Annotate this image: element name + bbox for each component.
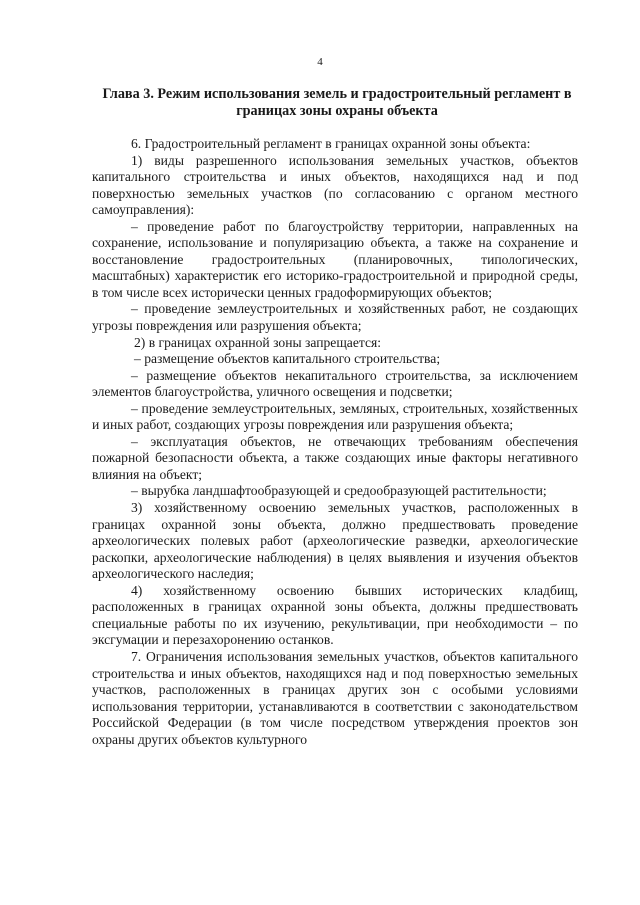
body-text: [92, 136, 578, 748]
paragraph-7: 7. Ограничения использования земельных участков, объектов капитального строительства и иных объектов, находящихся над и под поверхностью земельных участков, расположенных в границах других зон с особыми условиями использования территории, устанавливаются в соответствии с законодательством Российской Федерации (в том числе посредством утверждения проектов зон охраны других объектов культурного: [92, 648, 578, 747]
paragraph-bullet: – проведение работ по благоустройству территории, направленных на сохранение, использование и популяризацию объекта, а также на сохранение и восстановление градостроительных (планировочных, типологических, масштабных) характеристик его историко-градостроительной и природной среды, в том числе всех исторически ценных градоформирующих объектов;: [92, 218, 578, 300]
paragraph-item-2: 2) в границах охранной зоны запрещается:: [134, 334, 382, 350]
paragraph-bullet: – размещение объектов некапитального строительства, за исключением элементов благоустройства, уличного освещения и подсветки;: [92, 367, 578, 400]
paragraph-bullet: – размещение объектов капитального строительства;: [134, 351, 441, 367]
paragraph-item-3: 3) хозяйственному освоению земельных участков, расположенных в границах охранной зоны объекта, должно предшествовать проведение археологических полевых работ (археологические разведки, археологические раскопки, археологические наблюдения) в целях выявления и изучения объектов археологического наследия;: [92, 500, 578, 582]
chapter-title: Глава 3. Режим использования земель и градостроительный регламент в границах зоны охраны объекта: [102, 86, 572, 119]
paragraph-item-1: 1) виды разрешенного использования земельных участков, объектов капитального строительства и иных объектов, находящихся над и под поверхностью земельных участков (по согласованию с органом местного самоуправления):: [92, 152, 578, 218]
paragraph-bullet: – проведение землеустроительных, земляных, строительных, хозяйственных и иных работ, создающих угрозы повреждения или разрушения объекта;: [92, 400, 578, 433]
page-number: 4: [317, 56, 323, 68]
paragraph-bullet: – эксплуатация объектов, не отвечающих требованиям обеспечения пожарной безопасности объекта, а также создающих иные факторы негативного влияния на объект;: [92, 433, 578, 482]
paragraph-bullet: – вырубка ландшафтообразующей и средообразующей растительности;: [131, 483, 547, 499]
paragraph-bullet: – проведение землеустроительных и хозяйственных работ, не создающих угрозы повреждения или разрушения объекта;: [92, 301, 578, 334]
paragraph-item-4: 4) хозяйственному освоению бывших исторических кладбищ, расположенных в границах охранной зоны объекта, должны предшествовать специальные работы по их изучению, рекультивации, при необходимости – по эксгумации и перезахоронению останков.: [92, 582, 578, 648]
paragraph-6-heading: 6. Градостроительный регламент в границах охранной зоны объекта:: [131, 136, 531, 151]
